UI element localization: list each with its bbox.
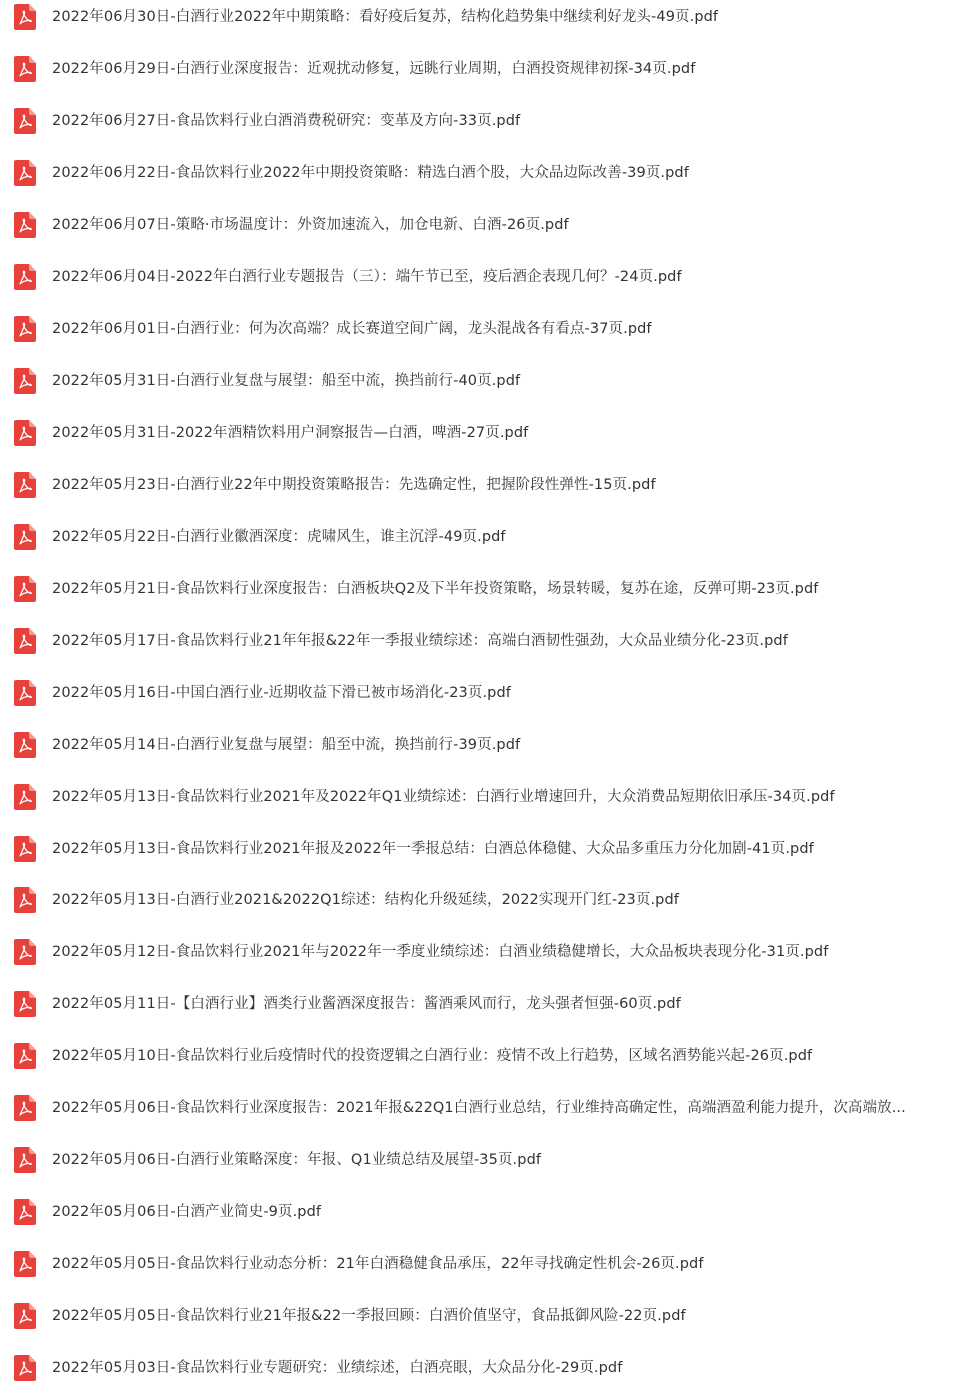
file-row[interactable] — [0, 311, 975, 349]
file-row[interactable] — [0, 571, 975, 609]
file-row[interactable] — [0, 1090, 975, 1128]
file-row[interactable] — [0, 1194, 975, 1232]
file-name: 2022年05月17日-食品饮料行业21年年报&22年一季报业绩综述：高端白酒韧性强劲，大众品业绩分化-23页.pdf — [52, 632, 788, 649]
file-row[interactable] — [0, 467, 975, 505]
file-row[interactable] — [0, 675, 975, 713]
file-row[interactable] — [0, 51, 975, 89]
pdf-file-icon — [14, 56, 36, 82]
file-row[interactable] — [0, 363, 975, 401]
pdf-file-icon — [14, 1303, 36, 1329]
file-row[interactable] — [0, 207, 975, 245]
pdf-file-icon — [14, 628, 36, 654]
pdf-file-icon — [14, 1095, 36, 1121]
file-row[interactable] — [0, 0, 975, 37]
pdf-file-icon — [14, 420, 36, 446]
pdf-file-icon — [14, 991, 36, 1017]
file-name: 2022年05月05日-食品饮料行业21年报&22一季报回顾：白酒价值坚守，食品抵御风险-22页.pdf — [52, 1308, 686, 1325]
file-row[interactable] — [0, 1142, 975, 1180]
file-row[interactable] — [0, 831, 975, 869]
file-name: 2022年05月10日-食品饮料行业后疫情时代的投资逻辑之白酒行业：疫情不改上行趋势，区域名酒势能兴起-26页.pdf — [52, 1048, 813, 1065]
file-name: 2022年06月29日-白酒行业深度报告：近观扰动修复，远眺行业周期，白酒投资规律初探-34页.pdf — [52, 60, 696, 77]
file-name: 2022年06月27日-食品饮料行业白酒消费税研究：变革及方向-33页.pdf — [52, 112, 521, 129]
pdf-file-icon — [14, 732, 36, 758]
pdf-file-icon — [14, 1043, 36, 1069]
file-row[interactable] — [0, 779, 975, 817]
pdf-file-icon — [14, 212, 36, 238]
pdf-file-icon — [14, 939, 36, 965]
pdf-file-icon — [14, 1147, 36, 1173]
file-row[interactable] — [0, 1246, 975, 1284]
file-row[interactable] — [0, 259, 975, 297]
file-name: 2022年05月23日-白酒行业22年中期投资策略报告：先选确定性，把握阶段性弹性-15页.pdf — [52, 476, 656, 493]
pdf-file-icon — [14, 576, 36, 602]
file-name: 2022年05月06日-白酒产业简史-9页.pdf — [52, 1204, 322, 1221]
file-row[interactable] — [0, 934, 975, 972]
file-name: 2022年05月05日-食品饮料行业动态分析：21年白酒稳健食品承压，22年寻找确定性机会-26页.pdf — [52, 1256, 704, 1273]
pdf-file-icon — [14, 1355, 36, 1381]
file-name: 2022年05月14日-白酒行业复盘与展望：船至中流，换挡前行-39页.pdf — [52, 736, 521, 753]
file-name: 2022年06月01日-白酒行业：何为次高端？成长赛道空间广阔，龙头混战各有看点-37页.pdf — [52, 320, 652, 337]
pdf-file-icon — [14, 524, 36, 550]
file-row[interactable] — [0, 1038, 975, 1076]
pdf-file-icon — [14, 472, 36, 498]
file-row[interactable] — [0, 103, 975, 141]
pdf-file-icon — [14, 680, 36, 706]
file-name: 2022年05月31日-白酒行业复盘与展望：船至中流，换挡前行-40页.pdf — [52, 372, 521, 389]
file-row[interactable] — [0, 1298, 975, 1336]
pdf-file-icon — [14, 316, 36, 342]
file-row[interactable] — [0, 519, 975, 557]
pdf-file-icon — [14, 368, 36, 394]
file-name: 2022年05月06日-白酒行业策略深度：年报、Q1业绩总结及展望-35页.pdf — [52, 1152, 542, 1169]
pdf-file-icon — [14, 4, 36, 30]
file-name: 2022年06月04日-2022年白酒行业专题报告（三）：端午节已至，疫后酒企表现几何？-24页.pdf — [52, 268, 682, 285]
pdf-file-icon — [14, 887, 36, 913]
file-row[interactable] — [0, 623, 975, 661]
file-name: 2022年05月31日-2022年酒精饮料用户洞察报告—白酒，啤酒-27页.pdf — [52, 424, 529, 441]
file-name: 2022年06月07日-策略·市场温度计：外资加速流入，加仓电新、白酒-26页.pdf — [52, 216, 569, 233]
file-name: 2022年05月13日-食品饮料行业2021年及2022年Q1业绩综述：白酒行业增速回升，大众消费品短期依旧承压-34页.pdf — [52, 788, 835, 805]
pdf-file-icon — [14, 784, 36, 810]
pdf-file-icon — [14, 1251, 36, 1277]
file-row[interactable] — [0, 155, 975, 193]
file-row[interactable] — [0, 1350, 975, 1388]
file-name: 2022年05月13日-白酒行业2021&2022Q1综述：结构化升级延续，2022实现开门红-23页.pdf — [52, 892, 679, 909]
file-name: 2022年05月03日-食品饮料行业专题研究：业绩综述，白酒亮眼，大众品分化-29页.pdf — [52, 1360, 623, 1377]
file-name: 2022年05月13日-食品饮料行业2021年报及2022年一季报总结：白酒总体稳健、大众品多重压力分化加剧-41页.pdf — [52, 840, 814, 857]
pdf-file-icon — [14, 836, 36, 862]
file-name: 2022年05月16日-中国白酒行业-近期收益下滑已被市场消化-23页.pdf — [52, 684, 511, 701]
file-row[interactable] — [0, 415, 975, 453]
file-row[interactable] — [0, 882, 975, 920]
file-name: 2022年06月22日-食品饮料行业2022年中期投资策略：精选白酒个股，大众品边际改善-39页.pdf — [52, 164, 689, 181]
pdf-file-icon — [14, 108, 36, 134]
pdf-file-icon — [14, 160, 36, 186]
file-row[interactable] — [0, 727, 975, 765]
file-name: 2022年06月30日-白酒行业2022年中期策略：看好疫后复苏，结构化趋势集中继续利好龙头-49页.pdf — [52, 9, 719, 25]
pdf-file-icon — [14, 264, 36, 290]
file-name: 2022年05月21日-食品饮料行业深度报告：白酒板块Q2及下半年投资策略，场景转暖，复苏在途，反弹可期-23页.pdf — [52, 580, 819, 597]
file-name: 2022年05月06日-食品饮料行业深度报告：2021年报&22Q1白酒行业总结，行业维持高确定性，高端酒盈利能力提升，次高端放... — [52, 1100, 906, 1117]
pdf-file-icon — [14, 1199, 36, 1225]
file-name: 2022年05月12日-食品饮料行业2021年与2022年一季度业绩综述：白酒业绩稳健增长，大众品板块表现分化-31页.pdf — [52, 944, 829, 961]
file-name: 2022年05月22日-白酒行业徽酒深度：虎啸风生，谁主沉浮-49页.pdf — [52, 528, 506, 545]
file-row[interactable] — [0, 986, 975, 1024]
file-name: 2022年05月11日-【白酒行业】酒类行业酱酒深度报告：酱酒乘风而行，龙头强者恒强-60页.pdf — [52, 996, 681, 1013]
